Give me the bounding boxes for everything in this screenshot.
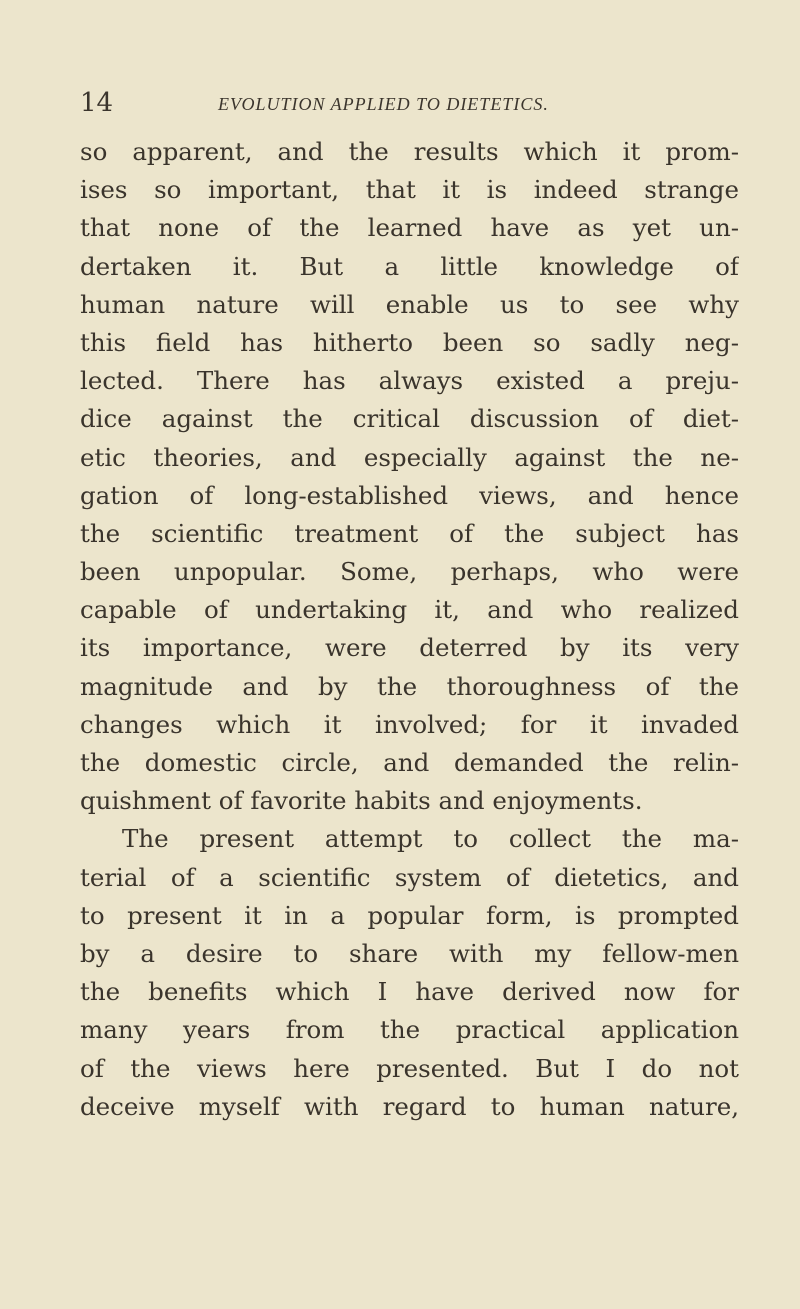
- text-line: by a desire to share with my fellow-men: [80, 938, 739, 968]
- text-line: the scientific treatment of the subject has: [80, 518, 739, 548]
- text-line: to present it in a popular form, is prompted: [80, 900, 739, 930]
- text-line: that none of the learned have as yet un-: [80, 213, 739, 243]
- text-line: etic theories, and especially against the ne-: [80, 442, 739, 472]
- text-line: lected. There has always existed a preju-: [80, 366, 739, 396]
- text-line: so apparent, and the results which it prom-: [80, 137, 739, 166]
- text-line: dice against the critical discussion of diet-: [80, 404, 739, 434]
- text-line: changes which it involved; for it invaded: [80, 709, 739, 739]
- text-line: many years from the practical application: [80, 1015, 739, 1045]
- paragraph-start-line: The present attempt to collect the ma-: [122, 824, 739, 854]
- text-line: been unpopular. Some, perhaps, who were: [80, 557, 739, 587]
- text-line: human nature will enable us to see why: [80, 289, 739, 319]
- text-line: dertaken it. But a little knowledge of: [80, 251, 739, 281]
- body-text: [80, 133, 739, 1126]
- text-line: this field has hitherto been so sadly neg-: [80, 327, 739, 357]
- text-line: deceive myself with regard to human nature,: [80, 1091, 739, 1121]
- text-line: quishment of favorite habits and enjoyments.: [80, 786, 643, 816]
- text-line: gation of long-established views, and hence: [80, 480, 739, 510]
- text-line: the domestic circle, and demanded the relin-: [80, 748, 739, 777]
- text-line: ises so important, that it is indeed strange: [80, 175, 739, 205]
- text-line: terial of a scientific system of dietetics, and: [80, 862, 739, 892]
- page-header: [80, 88, 740, 120]
- text-line: its importance, were deterred by its very: [80, 633, 739, 663]
- text-line: the benefits which I have derived now for: [80, 977, 739, 1007]
- page-number: 14: [80, 88, 114, 118]
- text-line: magnitude and by the thoroughness of the: [80, 671, 739, 701]
- text-line: of the views here presented. But I do not: [80, 1053, 739, 1083]
- running-head: EVOLUTION APPLIED TO DIETETICS.: [218, 94, 549, 114]
- text-line: capable of undertaking it, and who realized: [80, 595, 739, 625]
